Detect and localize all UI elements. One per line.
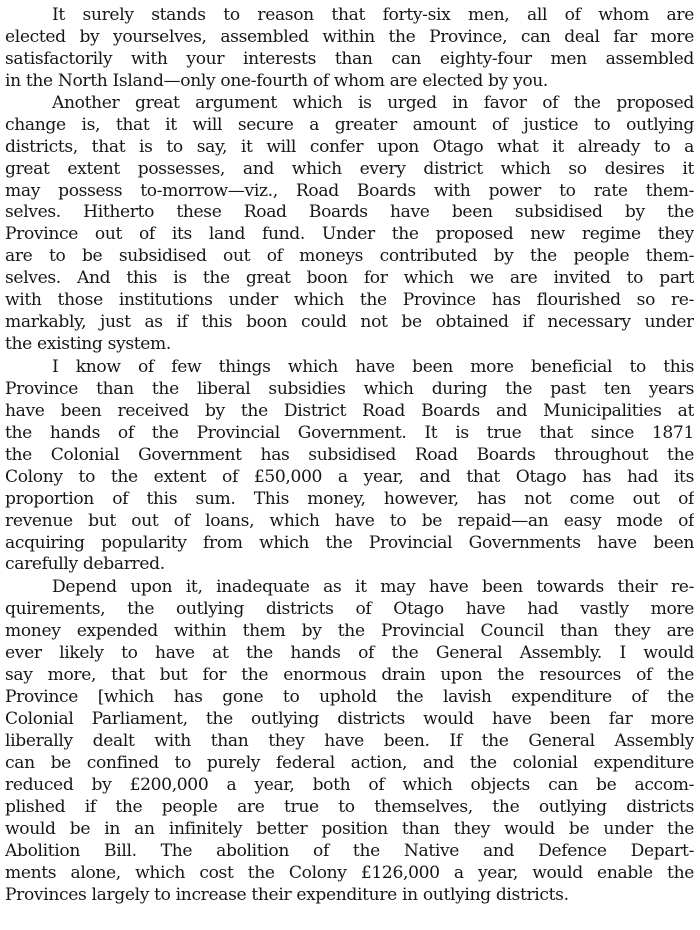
text-line: I know of few things which have been more beneficial to this: [52, 357, 694, 377]
text-line: proportion of this sum. This money, however, has not come out of: [5, 488, 694, 509]
text-line: acquiring popularity from which the Provincial Governments have been: [5, 532, 694, 553]
text-line: selves. Hitherto these Road Boards have been subsidised by the: [5, 202, 694, 223]
text-line: may possess to-morrow—viz., Road Boards with power to rate them-: [5, 180, 694, 201]
text-line: reduced by £200,000 a year, both of which objects can be accom-: [5, 774, 694, 795]
text-line: change is, that it will secure a greater amount of justice to outlying: [5, 114, 694, 135]
text-line: Colony to the extent of £50,000 a year, and that Otago has had its: [5, 466, 694, 487]
text-line: Colonial Parliament, the outlying districts would have been far more: [5, 709, 694, 729]
text-line: plished if the people are true to themselves, the outlying districts: [5, 796, 694, 817]
text-line: markably, just as if this boon could not be obtained if necessary under: [5, 312, 694, 333]
text-line: Another great argument which is urged in favor of the proposed: [52, 92, 694, 113]
text-line: with those institutions under which the Province has flourished so re-: [5, 290, 694, 311]
text-line: Abolition Bill. The abolition of the Native and Defence Depart-: [5, 840, 694, 861]
text-line: the existing system.: [5, 334, 171, 355]
text-line: the Colonial Government has subsidised Road Boards throughout the: [5, 444, 694, 465]
text-line: would be in an infinitely better position than they would be under the: [5, 818, 694, 839]
text-line: It surely stands to reason that forty-six men, all of whom are: [52, 5, 694, 25]
text-line: selves. And this is the great boon for which we are invited to part: [5, 268, 694, 289]
text-line: great extent possesses, and which every district which so desires it: [5, 158, 694, 179]
text-line: can be confined to purely federal action, and the colonial expenditure: [5, 752, 694, 773]
text-line: Province out of its land fund. Under the proposed new regime they: [5, 224, 694, 245]
text-line: are to be subsidised out of moneys contributed by the people them-: [5, 246, 694, 267]
text-line: in the North Island—only one-fourth of whom are elected by you.: [5, 70, 549, 91]
text-line: the hands of the Provincial Government. It is true that since 1871: [5, 422, 694, 443]
paragraph-3: [5, 357, 694, 576]
text-line: ever likely to have at the hands of the General Assembly. I would: [5, 643, 694, 664]
text-line: quirements, the outlying districts of Otago have had vastly more: [5, 599, 694, 620]
text-line: districts, that is to say, it will confer upon Otago what it already to a: [5, 136, 694, 157]
text-line: carefully debarred.: [5, 554, 165, 575]
text-line: say more, that but for the enormous drain upon the resources of the: [5, 665, 694, 686]
paragraph-1: [5, 5, 694, 93]
text-line: have been received by the District Road Boards and Municipalities at: [5, 400, 694, 421]
text-line: Provinces largely to increase their expenditure in outlying districts.: [5, 884, 569, 905]
text-line: revenue but out of loans, which have to be repaid—an easy mode of: [5, 510, 694, 531]
text-line: elected by yourselves, assembled within the Province, can deal far more: [5, 26, 694, 47]
text-line: satisfactorily with your interests than can eighty-four men assembled: [5, 48, 694, 69]
text-line: liberally dealt with than they have been. If the General Assembly: [5, 730, 694, 751]
text-line: Depend upon it, inadequate as it may have been towards their re-: [52, 577, 694, 598]
paragraph-4: [5, 577, 694, 906]
paragraph-2: [5, 93, 694, 356]
text-line: money expended within them by the Provincial Council than they are: [5, 621, 694, 642]
text-line: ments alone, which cost the Colony £126,000 a year, would enable the: [5, 862, 694, 883]
text-line: Province [which has gone to uphold the lavish expenditure of the: [5, 687, 694, 708]
text-line: Province than the liberal subsidies which during the past ten years: [5, 378, 694, 399]
